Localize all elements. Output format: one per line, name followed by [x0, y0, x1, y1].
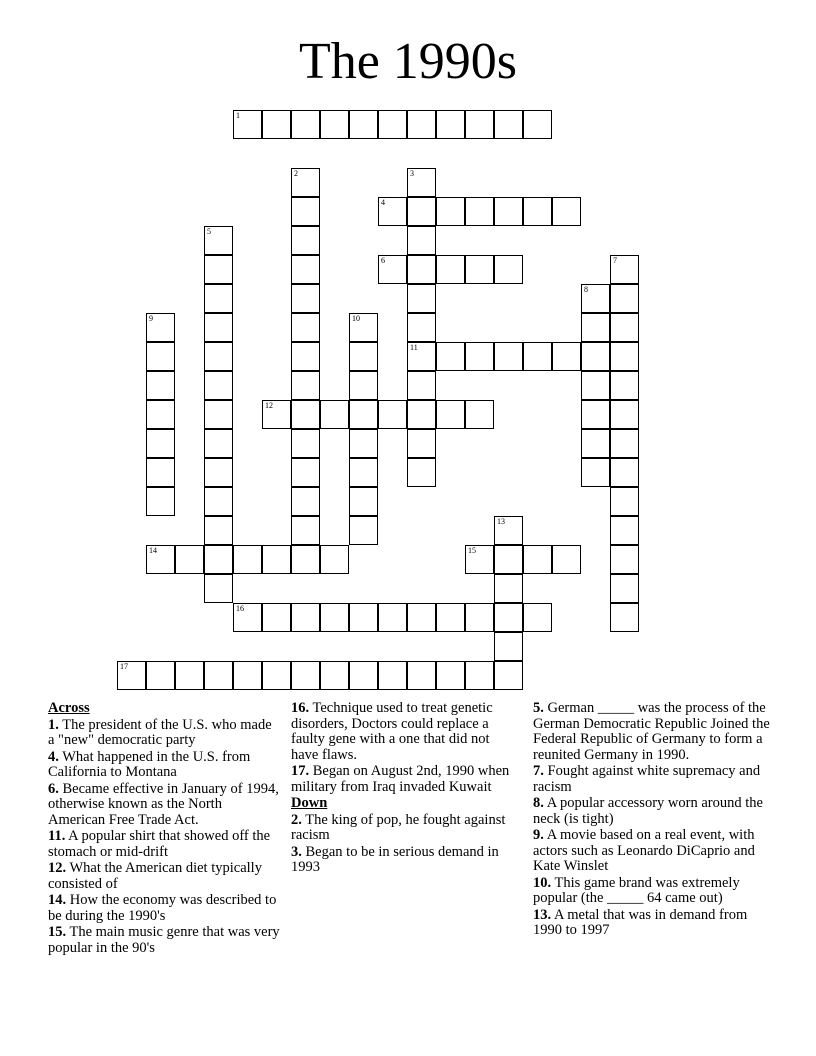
grid-cell[interactable] [581, 342, 610, 371]
grid-cell[interactable] [320, 603, 349, 632]
cell-number: 3 [410, 169, 414, 178]
clue-text: German _____ was the process of the German Democratic Republic Joined the Federal Republic of Germany to form a reunited Germany in 1990. [533, 700, 770, 763]
grid-cell[interactable] [204, 226, 233, 255]
clue-text: The king of pop, he fought against racism [291, 811, 506, 843]
grid-cell[interactable] [291, 226, 320, 255]
clue-across-17 [291, 764, 517, 795]
clue-number: 14. [48, 892, 67, 908]
grid-cell[interactable] [407, 400, 436, 429]
clue-number: 15. [48, 924, 67, 940]
clue-down-3 [291, 845, 517, 876]
grid-cell[interactable] [204, 284, 233, 313]
grid-cell[interactable] [610, 342, 639, 371]
grid-cell[interactable] [494, 574, 523, 603]
page-title: The 1990s [298, 33, 518, 90]
clue-text: How the economy was described to be during the 1990's [48, 892, 277, 924]
grid-cell[interactable] [407, 458, 436, 487]
grid-cell[interactable] [320, 545, 349, 574]
cell-number: 5 [207, 227, 211, 236]
grid-cell[interactable] [581, 400, 610, 429]
cell-number: 15 [468, 546, 476, 555]
clue-across-4 [48, 750, 280, 781]
grid-cell[interactable] [349, 661, 378, 690]
grid-cell[interactable] [146, 371, 175, 400]
grid-cell[interactable] [320, 661, 349, 690]
cell-number: 2 [294, 169, 298, 178]
grid-cell[interactable] [233, 110, 262, 139]
grid-cell[interactable] [407, 110, 436, 139]
grid-cell[interactable] [465, 255, 494, 284]
grid-cell[interactable] [233, 661, 262, 690]
grid-cell[interactable] [494, 255, 523, 284]
clue-across-15 [48, 925, 280, 956]
grid-cell[interactable] [291, 516, 320, 545]
grid-cell[interactable] [349, 516, 378, 545]
clue-text: What the American diet typically consisted of [48, 860, 262, 892]
grid-cell[interactable] [349, 458, 378, 487]
across-heading: Across [48, 700, 90, 716]
grid-cell[interactable] [407, 342, 436, 371]
cell-number: 14 [149, 546, 157, 555]
clue-text: The president of the U.S. who made a "new" democratic party [48, 716, 272, 748]
grid-cell[interactable] [610, 487, 639, 516]
cell-number: 7 [613, 256, 617, 265]
grid-cell[interactable] [436, 603, 465, 632]
grid-cell[interactable] [320, 400, 349, 429]
grid-cell[interactable] [117, 661, 146, 690]
grid-cell[interactable] [349, 603, 378, 632]
grid-cell[interactable] [378, 255, 407, 284]
clue-number: 4. [48, 748, 59, 765]
grid-cell[interactable] [465, 661, 494, 690]
cell-number: 8 [584, 285, 588, 294]
clues-column-3 [533, 701, 773, 940]
grid-cell[interactable] [610, 400, 639, 429]
grid-cell[interactable] [407, 226, 436, 255]
grid-cell[interactable] [262, 661, 291, 690]
grid-cell[interactable] [291, 545, 320, 574]
grid-cell[interactable] [291, 313, 320, 342]
clue-down-5 [533, 701, 773, 763]
clue-text: Fought against white supremacy and racism [533, 763, 761, 795]
clue-text: What happened in the U.S. from California to Montana [48, 748, 251, 780]
clue-text: Began to be in serious demand in 1993 [291, 843, 499, 875]
grid-cell[interactable] [378, 603, 407, 632]
clue-text: A popular shirt that showed off the stomach or mid-drift [48, 828, 271, 860]
grid-cell[interactable] [523, 197, 552, 226]
grid-cell[interactable] [233, 603, 262, 632]
grid-cell[interactable] [378, 110, 407, 139]
grid-cell[interactable] [465, 400, 494, 429]
grid-cell[interactable] [291, 284, 320, 313]
cell-number: 10 [352, 314, 360, 323]
clue-number: 9. [533, 827, 544, 843]
clue-number: 11. [48, 828, 66, 844]
grid-cell[interactable] [552, 545, 581, 574]
grid-cell[interactable] [146, 487, 175, 516]
grid-cell[interactable] [204, 255, 233, 284]
clue-number: 3. [291, 843, 302, 860]
clues-column-2 [291, 701, 517, 877]
clue-down-2 [291, 813, 517, 844]
clue-text: A movie based on a real event, with actors such as Leonardo DiCaprio and Kate Winslet [533, 827, 755, 874]
grid-cell[interactable] [494, 661, 523, 690]
clue-down-7 [533, 764, 773, 795]
grid-cell[interactable] [233, 545, 262, 574]
clue-down-8 [533, 796, 773, 827]
grid-cell[interactable] [204, 574, 233, 603]
grid-cell[interactable] [291, 197, 320, 226]
grid-cell[interactable] [291, 342, 320, 371]
grid-cell[interactable] [378, 197, 407, 226]
grid-cell[interactable] [204, 342, 233, 371]
grid-cell[interactable] [262, 110, 291, 139]
grid-cell[interactable] [291, 168, 320, 197]
grid-cell[interactable] [552, 342, 581, 371]
grid-cell[interactable] [407, 168, 436, 197]
down-heading: Down [291, 795, 328, 811]
grid-cell[interactable] [175, 661, 204, 690]
clue-number: 17. [291, 763, 310, 779]
grid-cell[interactable] [146, 313, 175, 342]
grid-cell[interactable] [204, 371, 233, 400]
grid-cell[interactable] [262, 603, 291, 632]
grid-cell[interactable] [581, 429, 610, 458]
grid-cell[interactable] [436, 342, 465, 371]
grid-cell[interactable] [610, 516, 639, 545]
grid-cell[interactable] [291, 255, 320, 284]
clue-across-14 [48, 893, 280, 924]
cell-number: 1 [236, 111, 240, 120]
grid-cell[interactable] [494, 632, 523, 661]
grid-cell[interactable] [146, 661, 175, 690]
grid-cell[interactable] [349, 342, 378, 371]
grid-cell[interactable] [291, 429, 320, 458]
grid-cell[interactable] [523, 342, 552, 371]
grid-cell[interactable] [204, 516, 233, 545]
grid-cell[interactable] [349, 429, 378, 458]
clue-across-12 [48, 861, 280, 892]
grid-cell[interactable] [204, 429, 233, 458]
grid-cell[interactable] [465, 545, 494, 574]
grid-cell[interactable] [146, 458, 175, 487]
grid-cell[interactable] [378, 400, 407, 429]
grid-cell[interactable] [465, 342, 494, 371]
grid-cell[interactable] [204, 661, 233, 690]
grid-cell[interactable] [349, 313, 378, 342]
clue-text: Technique used to treat genetic disorders, Doctors could replace a faulty gene with a one that did not have flaws. [291, 700, 493, 763]
grid-cell[interactable] [291, 458, 320, 487]
clue-number: 8. [533, 795, 544, 811]
clue-number: 16. [291, 700, 310, 716]
grid-cell[interactable] [407, 255, 436, 284]
clue-number: 1. [48, 716, 59, 733]
clue-number: 7. [533, 763, 544, 779]
grid-cell[interactable] [494, 516, 523, 545]
grid-cell[interactable] [465, 603, 494, 632]
grid-cell[interactable] [581, 313, 610, 342]
cell-number: 16 [236, 604, 244, 613]
cell-number: 9 [149, 314, 153, 323]
clue-text: Began on August 2nd, 1990 when military from Iraq invaded Kuwait [291, 763, 510, 795]
grid-cell[interactable] [610, 603, 639, 632]
grid-cell[interactable] [378, 661, 407, 690]
grid-cell[interactable] [146, 400, 175, 429]
cell-number: 6 [381, 256, 385, 265]
clue-number: 5. [533, 700, 544, 716]
clue-number: 10. [533, 874, 552, 891]
grid-cell[interactable] [291, 110, 320, 139]
grid-cell[interactable] [465, 197, 494, 226]
grid-cell[interactable] [407, 313, 436, 342]
grid-cell[interactable] [175, 545, 204, 574]
clue-text: This game brand was extremely popular (the _____ 64 came out) [533, 874, 740, 906]
grid-cell[interactable] [204, 545, 233, 574]
clue-number: 6. [48, 780, 59, 797]
grid-cell[interactable] [349, 110, 378, 139]
grid-cell[interactable] [204, 458, 233, 487]
cell-number: 4 [381, 198, 385, 207]
grid-cell[interactable] [610, 371, 639, 400]
grid-cell[interactable] [291, 661, 320, 690]
grid-cell[interactable] [407, 284, 436, 313]
grid-cell[interactable] [436, 110, 465, 139]
clue-down-9 [533, 828, 773, 875]
cell-number: 17 [120, 662, 128, 671]
grid-cell[interactable] [291, 400, 320, 429]
grid-cell[interactable] [320, 110, 349, 139]
grid-cell[interactable] [523, 603, 552, 632]
grid-cell[interactable] [494, 110, 523, 139]
grid-cell[interactable] [494, 342, 523, 371]
grid-cell[interactable] [494, 603, 523, 632]
grid-cell[interactable] [552, 197, 581, 226]
grid-cell[interactable] [610, 429, 639, 458]
grid-cell[interactable] [610, 545, 639, 574]
grid-cell[interactable] [581, 458, 610, 487]
grid-cell[interactable] [349, 371, 378, 400]
cell-number: 12 [265, 401, 273, 410]
clue-text: The main music genre that was very popular in the 90's [48, 924, 280, 956]
grid-cell[interactable] [349, 400, 378, 429]
grid-cell[interactable] [262, 545, 291, 574]
clue-text: A popular accessory worn around the neck (is tight) [533, 795, 763, 827]
grid-cell[interactable] [610, 313, 639, 342]
grid-cell[interactable] [204, 487, 233, 516]
grid-cell[interactable] [291, 603, 320, 632]
grid-cell[interactable] [494, 197, 523, 226]
grid-cell[interactable] [436, 400, 465, 429]
clue-number: 12. [48, 860, 67, 876]
grid-cell[interactable] [610, 255, 639, 284]
clue-down-13 [533, 908, 773, 939]
grid-cell[interactable] [523, 545, 552, 574]
grid-cell[interactable] [407, 197, 436, 226]
grid-cell[interactable] [291, 487, 320, 516]
grid-cell[interactable] [581, 284, 610, 313]
grid-cell[interactable] [523, 110, 552, 139]
cell-number: 13 [497, 517, 505, 526]
clue-number: 2. [291, 811, 302, 828]
grid-cell[interactable] [407, 371, 436, 400]
clue-down-10 [533, 876, 773, 907]
clue-number: 13. [533, 906, 552, 923]
clue-across-11 [48, 829, 280, 860]
grid-cell[interactable] [610, 458, 639, 487]
grid-cell[interactable] [407, 429, 436, 458]
grid-cell[interactable] [465, 110, 494, 139]
grid-cell[interactable] [204, 400, 233, 429]
clue-across-1 [48, 718, 280, 749]
grid-cell[interactable] [349, 487, 378, 516]
grid-cell[interactable] [407, 661, 436, 690]
grid-cell[interactable] [610, 284, 639, 313]
clues-column-1 [48, 701, 280, 957]
clue-across-16 [291, 701, 517, 763]
clue-text: A metal that was in demand from 1990 to 1997 [533, 906, 748, 938]
grid-cell[interactable] [146, 429, 175, 458]
grid-cell[interactable] [407, 603, 436, 632]
grid-cell[interactable] [146, 545, 175, 574]
grid-cell[interactable] [204, 313, 233, 342]
grid-cell[interactable] [436, 197, 465, 226]
grid-cell[interactable] [291, 371, 320, 400]
grid-cell[interactable] [262, 400, 291, 429]
grid-cell[interactable] [581, 371, 610, 400]
grid-cell[interactable] [146, 342, 175, 371]
clue-across-6 [48, 782, 280, 829]
cell-number: 11 [410, 343, 418, 352]
clue-text: Became effective in January of 1994, otherwise known as the North American Free Trade Act. [48, 780, 279, 828]
grid-cell[interactable] [436, 255, 465, 284]
grid-cell[interactable] [436, 661, 465, 690]
grid-cell[interactable] [610, 574, 639, 603]
grid-cell[interactable] [494, 545, 523, 574]
